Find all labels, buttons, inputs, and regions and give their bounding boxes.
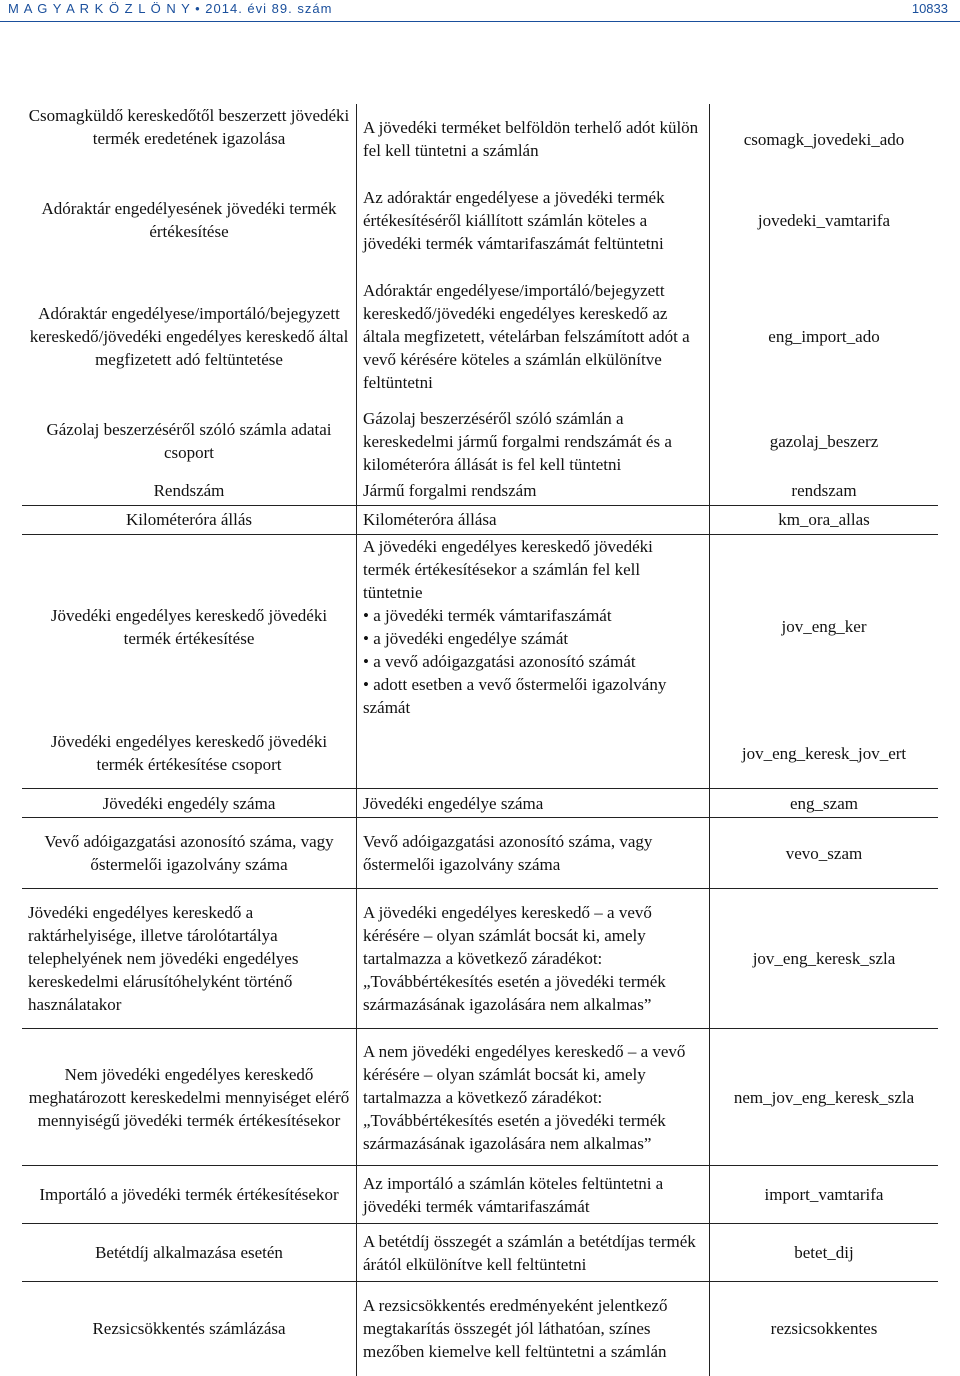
code-cell: jovedeki_vamtarifa [757,210,891,230]
table-row [22,789,938,818]
table-row [22,534,938,719]
bullet-item: • a vevő adóigazgatási azonosító számát [363,650,703,673]
label-cell: Rendszám [22,476,357,505]
table-row [22,889,938,1029]
code-cell: jov_eng_keresk_jov_ert [710,719,939,789]
description-cell: A rezsicsökkentés eredményeként jelentkező megtakarítás összegét jól láthatóan, színes mezőben kiemelve kell feltüntetni a számlán [357,1282,710,1376]
code-cell: betet_dij [710,1224,939,1282]
table-row [22,719,938,789]
bullet-item: • a jövedéki engedélye számát [363,627,703,650]
code-cell: csomagk_jovedeki_ado [743,129,905,149]
description-intro: A jövedéki engedélyes kereskedő jövedéki termék értékesítésekor a számlán fel kell tüntetnie [363,536,653,602]
label-cell: Rezsicsökkentés számlázása [22,1282,357,1376]
code-cell: km_ora_allas [710,505,939,534]
description-cell: Vevő adóigazgatási azonosító száma, vagy őstermelői igazolvány száma [357,818,710,889]
label-cell: Adóraktár engedélyesének jövedéki termék értékesítése [22,174,357,266]
code-cell: eng_szam [710,789,939,818]
table-row [22,818,938,889]
page-number: 10833 [911,1,948,16]
label-cell: Vevő adóigazgatási azonosító száma, vagy őstermelői igazolvány száma [22,818,357,889]
table-row [22,476,938,505]
header-rule [0,21,960,22]
label-cell: Jövedéki engedélyes kereskedő jövedéki termék értékesítése csoport [22,719,357,789]
label-cell: Betétdíj alkalmazása esetén [22,1224,357,1282]
description-cell: Gázolaj beszerzéséről szóló számlán a kereskedelmi jármű forgalmi rendszámát és a kilométeróra állását is fel kell tüntetni [357,406,710,476]
description-cell: Kilométeróra állása [357,505,710,534]
description-cell [357,534,710,719]
code-cell: vevo_szam [710,818,939,889]
code-cell: eng_import_ado [768,326,880,346]
bullet-item: • adott esetben a vevő őstermelői igazolvány számát [363,673,703,719]
label-cell: Jövedéki engedélyes kereskedő jövedéki termék értékesítése [22,534,357,719]
page-header [0,0,960,22]
description-cell: A jövedéki terméket belföldön terhelő adót külön fel kell tüntetni a számlán [357,104,710,174]
bullet-list [363,604,703,719]
label-cell: Adóraktár engedélyese/importáló/bejegyzett kereskedő/jövedéki engedélyes kereskedő által megfizetett adó feltüntetése [22,266,357,406]
description-cell: Adóraktár engedélyese/importáló/bejegyzett kereskedő/jövedéki engedélyes kereskedő az általa megfizetett, vételárban felszámított adót a vevő kérésére köteles a számlán elkülönítve feltüntetni [357,266,710,406]
description-cell: Jármű forgalmi rendszám [357,476,710,505]
code-cell: jov_eng_keresk_szla [710,889,939,1029]
code-cell: gazolaj_beszerz [769,431,879,451]
code-cell: import_vamtarifa [710,1166,939,1224]
label-cell: Jövedéki engedélyes kereskedő a raktárhelyisége, illetve tárolótartálya telephelyének nem jövedéki engedélyes kereskedelmi elárusítóhelyként történő használatakor [22,889,357,1029]
table-row [22,1282,938,1376]
bullet-item: • a jövedéki termék vámtarifaszámát [363,604,703,627]
label-cell: Gázolaj beszerzéséről szóló számla adatai csoport [22,406,357,476]
description-cell [357,719,710,789]
description-cell: A nem jövedéki engedélyes kereskedő – a vevő kérésére – olyan számlát bocsát ki, amely tartalmazza a következő záradékot: „Továbbértékesítés esetén a jövedéki termék származásának igazolására nem alkalmas” [357,1029,710,1166]
table-row [22,406,938,476]
invoice-data-table [22,104,938,1376]
table-row [22,174,938,266]
description-cell: Az importáló a számlán köteles feltüntetni a jövedéki termék vámtarifaszámát [357,1166,710,1224]
table-row [22,1029,938,1166]
label-cell: Kilométeróra állás [22,505,357,534]
description-cell: A jövedéki engedélyes kereskedő – a vevő kérésére – olyan számlát bocsát ki, amely tartalmazza a következő záradékot: „Továbbértékesítés esetén a jövedéki termék származásának igazolására nem alkalmas” [357,889,710,1029]
table-row [22,1166,938,1224]
label-cell: Jövedéki engedély száma [22,789,357,818]
code-cell: rendszam [710,476,939,505]
label-cell: Csomagküldő kereskedőtől beszerzett jövedéki termék eredetének igazolása [22,104,357,174]
description-cell: Az adóraktár engedélyese a jövedéki termék értékesítéséről kiállított számlán köteles a jövedéki termék vámtarifaszámát feltüntetni [357,174,710,266]
table-row [22,1224,938,1282]
table-row [22,505,938,534]
journal-title: M A G Y A R K Ö Z L Ö N Y • 2014. évi 89. szám [8,1,333,16]
table-row [22,266,938,406]
description-cell: Jövedéki engedélye száma [357,789,710,818]
code-cell: rezsicsokkentes [770,1319,878,1339]
label-cell: Nem jövedéki engedélyes kereskedő meghatározott kereskedelmi mennyiséget elérő mennyiségű jövedéki termék értékesítésekor [22,1029,357,1166]
code-cell: jov_eng_ker [781,617,867,636]
code-cell: nem_jov_eng_keresk_szla [710,1029,939,1166]
label-cell: Importáló a jövedéki termék értékesítésekor [22,1166,357,1224]
table-row [22,104,938,174]
description-cell: A betétdíj összegét a számlán a betétdíjas termék árától elkülönítve kell feltüntetni [357,1224,710,1282]
